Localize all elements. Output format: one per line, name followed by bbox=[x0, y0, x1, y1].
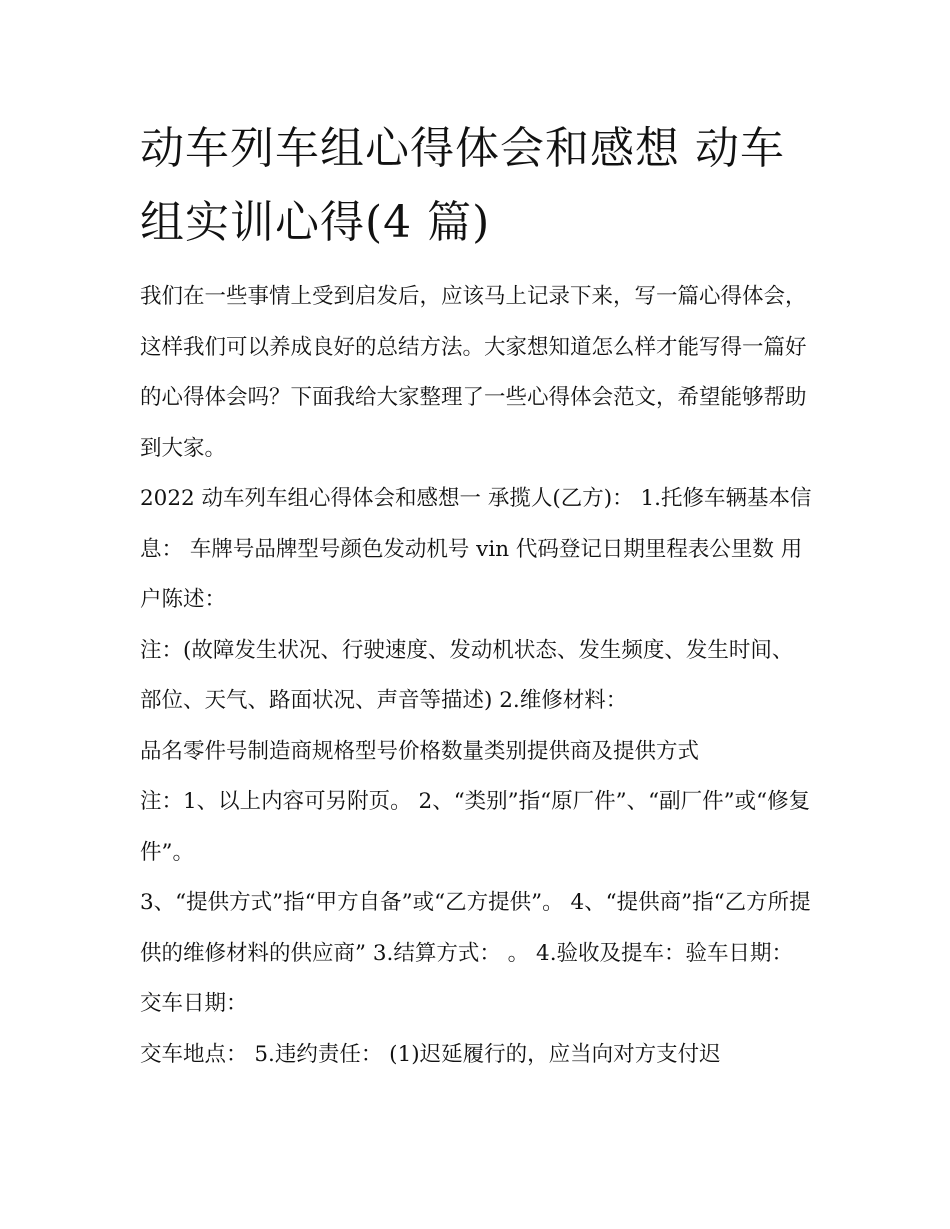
paragraph-materials-columns: 品名零件号制造商规格型号价格数量类别提供商及提供方式 bbox=[140, 738, 700, 764]
document-title: 动车列车组心得体会和感想 动车组实训心得(4 篇) bbox=[140, 123, 785, 248]
paragraph-note-categories: 注：1、以上内容可另附页。 2、“类别”指“原厂件”、“副厂件”或“修复件”。 bbox=[140, 789, 811, 865]
paragraph-fault-note: 注：(故障发生状况、行驶速度、发动机状态、发生频度、发生时间、部位、天气、路面状况、声音等描述) 2.维修材料： bbox=[140, 637, 794, 713]
document-body bbox=[140, 112, 812, 1080]
paragraph-delivery-liability: 交车地点： 5.违约责任： (1)迟延履行的，应当向对方支付迟 bbox=[140, 1041, 721, 1067]
paragraph-contractor-info: 2022 动车列车组心得体会和感想一 承揽人(乙方)： 1.托修车辆基本信息： 车牌号品牌型号颜色发动机号 vin 代码登记日期里程表公里数 用户陈述： bbox=[140, 486, 812, 612]
paragraph-supply-settlement: 3、“提供方式”指“甲方自备”或“乙方提供”。 4、“提供商”指“乙方所提供的维修材料的供应商” 3.结算方式： 。 4.验收及提车：验车日期： 交车日期： bbox=[140, 890, 811, 1016]
intro-paragraph: 我们在一些事情上受到启发后，应该马上记录下来，写一篇心得体会，这样我们可以养成良好的总结方法。大家想知道怎么样才能写得一篇好的心得体会吗？下面我给大家整理了一些心得体会范文，希望能够帮助到大家。 bbox=[140, 284, 807, 461]
